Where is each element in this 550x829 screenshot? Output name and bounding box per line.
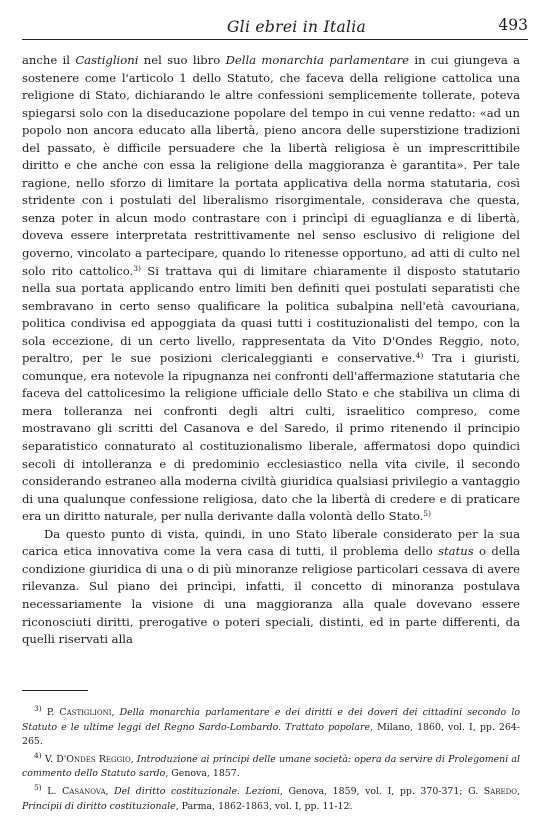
page-number: 493 bbox=[498, 16, 528, 34]
header-rule bbox=[22, 39, 528, 40]
footnote-ref-4: 4) bbox=[415, 351, 424, 361]
footnote-ref-5: 5) bbox=[423, 509, 431, 519]
running-title: Gli ebrei in Italia bbox=[227, 18, 367, 36]
footnote-5: $^{5)}$ L. Casanova, Del diritto costituzionale. Lezioni, Genova, 1859, vol. I, pp. 370-371; G. Saredo, Principii di diritto costituzionale, Parma, 1862-1863, vol. I, pp. 11-12. bbox=[22, 782, 520, 812]
footnote-3: $^{3)}$ P. Castiglioni, Della monarchia parlamentare e dei diritti e dei doveri dei cittadini secondo lo Statuto e le ultime leggi del Regno Sardo-Lombardo. Trattato popolare, Milano, 1860, vol. I, pp. 264-265. bbox=[22, 704, 520, 748]
footnote-rule bbox=[22, 690, 88, 691]
author-name: Castiglioni bbox=[75, 53, 139, 67]
term-status: status bbox=[438, 544, 474, 559]
running-header bbox=[22, 14, 528, 40]
footnote-ref-3: 3) bbox=[133, 263, 141, 273]
footnote-4: $^{4)}$ V. D'Ondes Reggio, Introduzione ai principi delle umane società: opera da servire di Prolegomeni al commento dello Statuto sardo, Genova, 1857. bbox=[22, 750, 520, 780]
main-text bbox=[22, 52, 520, 649]
paragraph-2: Da questo punto di vista, quindi, in uno Stato liberale considerato per la sua carica etica innovativa come la vera casa di tutti, il problema dello status o della condizione giuridica di una o di più minoranze religiose particolari cessava di avere rilevanza. Sul piano dei princìpi, infatti, il concetto di minoranza postulava necessariamente la visione di una maggioranza alla quale dovevano essere riconosciuti diritti, prerogative o poteri speciali, distinti, ed in parte differenti, da quelli riservati alla bbox=[22, 526, 521, 647]
footnotes bbox=[22, 706, 520, 817]
book-title: Della monarchia parlamentare bbox=[225, 53, 410, 67]
paragraph-1: anche il Castiglioni nel suo libro Della monarchia parlamentare in cui giungeva a sostenere come l'articolo 1 dello Statuto, che faceva della religione cattolica una religione di Stato, dichiarando le altre confessioni semplicemente tollerate, poteva spiegarsi solo con la diseducazione popolare del tempo in cui venne redatto: «ad un popolo non ancora educato alla libertà, pieno ancora delle superstizione tradizioni del passato, è difficile persuadere che la libertà religiosa è un imprescrittibile diritto e che anche con essa la religione della maggioranza è garantita». Per tale ragione, nello sforzo di limitare la portata applicativa della norma statutaria, così stridente con i postulati del liberalismo risorgimentale, considerava che questa, senza poter in alcun modo contrastare con i princìpi di eguaglianza e di libertà, doveva essere interpretata restrittivamente nel senso esclusivo di religione del governo, vincolato a partecipare, quando lo ritenesse opportuno, ad atti di culto nel solo rito cattolico.$^{3)}$ Si trattava qui di limitare chiaramente il disposto statutario nella sua portata applicando entro limiti ben definiti quei postulati separatisti che sembravano in certo senso qualificare la politica subalpina nell'età cavouriana, politica condivisa ed appoggiata da quasi tutti i costituzionalisti del tempo, con la sola eccezione, di un certo livello, rappresentata da Vito D'Ondes Reggio, noto, peraltro, per le sue posizioni clericaleggianti e conservative.$^{4)}$ Tra i giuristi, comunque, era notevole la ripugnanza nei confronti dell'affermazione statutaria che faceva del cattolicesimo la religione ufficiale dello Stato e che stabiliva un clima di mera tolleranza nei confronti degli altri culti, israelitico compreso, come mostravano gli scritti del Casanova e del Saredo, il primo ritenendo il principio separatistico connaturato al costituzionalismo liberale, affermatosi dopo quindici secoli di intolleranza e di predominio ecclesiastico nella vita civile, il secondo considerando estraneo alla moderna civiltà giuridica qualsiasi privilegio a vantaggio di una qualunque confessione religiosa, dato che la libertà di credere e di praticare era un diritto naturale, per nulla derivante dalla volontà dello Stato.$^{5)}$ bbox=[22, 53, 520, 524]
